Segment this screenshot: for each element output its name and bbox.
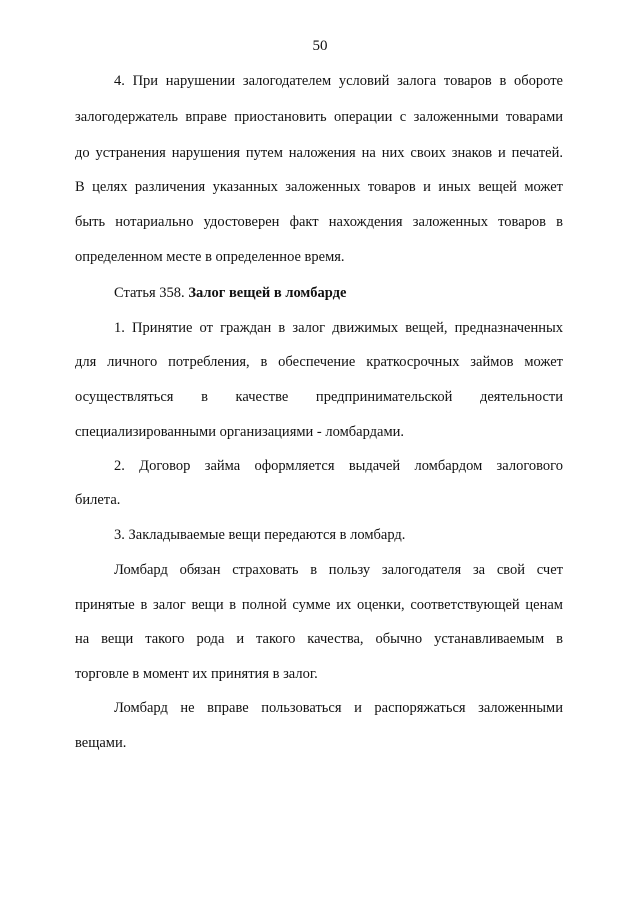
- text-line: осуществляться в качестве предпринимательской деятельности: [75, 389, 563, 405]
- text-line: принятые в залог вещи в полной сумме их оценки, соответствующей ценам: [75, 597, 563, 613]
- text-line: 3. Закладываемые вещи передаются в ломбард.: [114, 527, 406, 543]
- text-line: специализированными организациями - ломбардами.: [75, 424, 405, 440]
- article-heading: [114, 283, 563, 303]
- text-line: Ломбард обязан страховать в пользу залогодателя за свой счет: [114, 562, 563, 578]
- text-line: до устранения нарушения путем наложения на них своих знаков и печатей.: [75, 145, 563, 161]
- text-line: Ломбард не вправе пользоваться и распоряжаться заложенными: [114, 700, 563, 716]
- text-line: В целях различения указанных заложенных товаров и иных вещей может: [75, 179, 563, 195]
- article-number: Статья 358.: [114, 285, 185, 301]
- text-line: для личного потребления, в обеспечение краткосрочных займов может: [75, 354, 563, 370]
- text-line: 1. Принятие от граждан в залог движимых вещей, предназначенных: [114, 320, 563, 336]
- text-line: определенном месте в определенное время.: [75, 249, 345, 265]
- text-line: быть нотариально удостоверен факт нахождения заложенных товаров в: [75, 214, 563, 230]
- text-line: вещами.: [75, 735, 127, 751]
- text-line: 2. Договор займа оформляется выдачей ломбардом залогового: [114, 458, 563, 474]
- text-line: 4. При нарушении залогодателем условий залога товаров в обороте: [114, 73, 563, 89]
- article-title: Залог вещей в ломбарде: [188, 285, 347, 301]
- text-line: торговле в момент их принятия в залог.: [75, 666, 318, 682]
- text-line: залогодержатель вправе приостановить операции с заложенными товарами: [75, 109, 563, 125]
- text-line: на вещи такого рода и такого качества, обычно устанавливаемым в: [75, 631, 563, 647]
- page-number: 50: [312, 38, 328, 54]
- text-line: билета.: [75, 492, 121, 508]
